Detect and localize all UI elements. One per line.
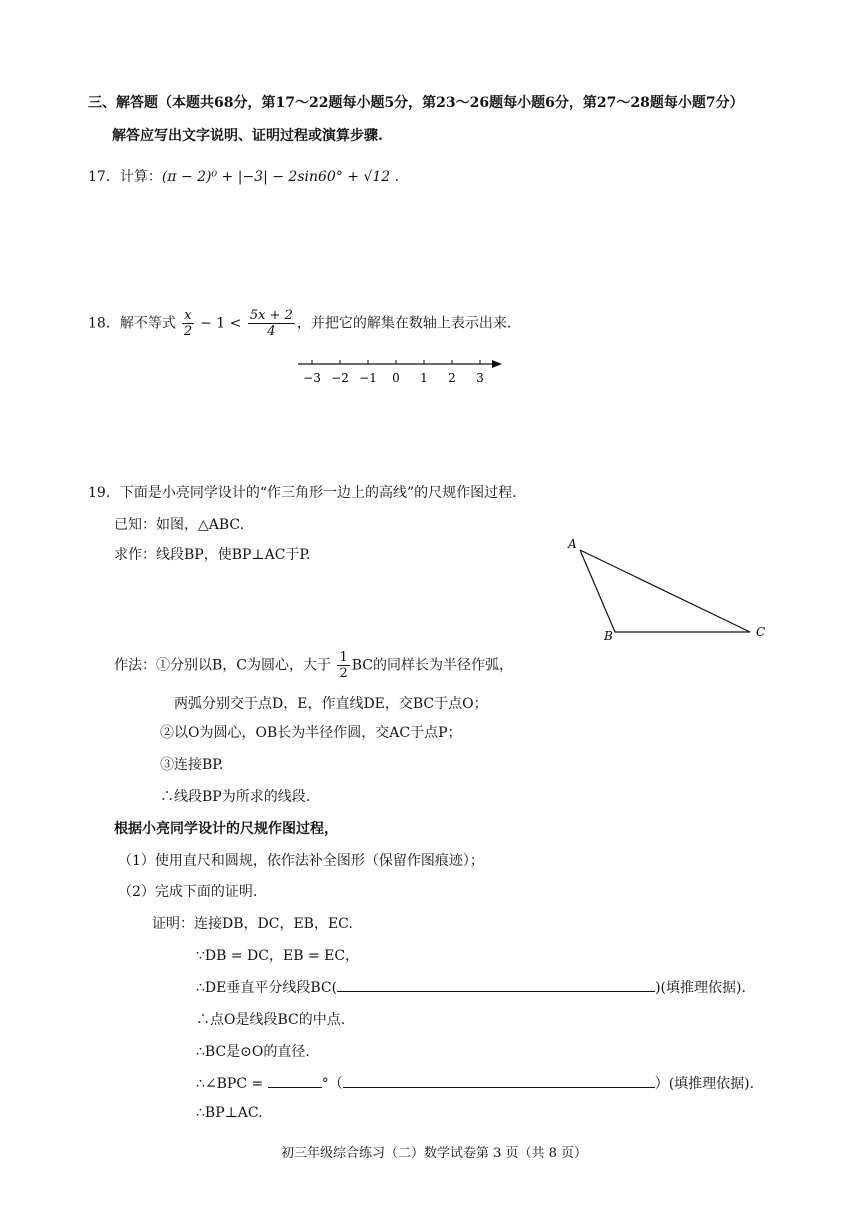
section-title: 三、解答题（本题共68分，第17～22题每小题5分，第23～26题每小题6分，第27～28题每小题7分） (88, 95, 744, 111)
fraction-x-over-2: $\frac{x}{2}$ (183, 308, 193, 339)
tick-label: −1 (359, 371, 377, 385)
proof-line-6: ∴∠BPC = °（ ）(填推理依据). (196, 1073, 754, 1093)
tick-label: 3 (476, 371, 484, 385)
triangle-abc-figure (560, 532, 780, 647)
method-conclusion: ∴线段BP为所求的线段. (160, 789, 311, 805)
proof-line-4: ∴点O是线段BC的中点. (196, 1012, 346, 1028)
proof-line-3: ∴DE垂直平分线段BC( )(填推理依据). (196, 977, 746, 997)
tick-label: 2 (448, 371, 456, 385)
method-step-1-continued: 两弧分别交于点D，E，作直线DE，交BC于点O； (174, 696, 488, 712)
math-expression: (π − 2)⁰ + |−3| − 2sin60° + √12 . (161, 169, 400, 185)
fraction-5x-plus-2-over-4: $\frac{5x + 2}{4}$ (249, 308, 293, 339)
question-number: 17． (88, 169, 120, 185)
fraction-one-half: $\frac{1}{2}$ (339, 650, 348, 681)
method-step-1: 作法：①分别以B，C为圆心，大于 $\frac{1}{2}$ BC的同样长为半径作弧， (114, 650, 513, 681)
question-prefix: 解不等式 (119, 315, 176, 332)
page-footer: 初三年级综合练习（二）数学试卷第 3 页（共 8 页） (280, 1146, 588, 1161)
tick-label: 1 (420, 371, 428, 385)
answer-blank-reason-1[interactable] (337, 977, 655, 992)
triangle-abc (580, 550, 750, 632)
arrow-right-icon (492, 360, 502, 368)
label-a: A (568, 537, 577, 551)
part-2: （2）完成下面的证明. (118, 884, 258, 900)
tick-label: −2 (331, 371, 349, 385)
question-number: 19． (88, 485, 120, 501)
tick-label: 0 (392, 371, 400, 385)
proof-line-1: 证明：连接DB，DC，EB，EC. (152, 916, 353, 932)
method-step-2: ②以O为圆心，OB长为半径作圆，交AC于点P； (160, 725, 462, 741)
proof-line-7: ∴BP⊥AC. (196, 1105, 263, 1121)
tick-label: −3 (303, 371, 321, 385)
label-b: B (604, 629, 613, 643)
question-number: 18． (88, 315, 120, 332)
answer-blank-reason-2[interactable] (343, 1073, 655, 1088)
method-step-3: ③连接BP. (160, 757, 224, 773)
label-c: C (756, 625, 766, 639)
question-suffix: ，并把它的解集在数轴上表示出来. (296, 315, 512, 332)
inequality-middle: − 1 < (200, 315, 242, 332)
proof-line-2: ∵DB = DC，EB = EC， (196, 948, 360, 964)
section-instruction: 解答应写出文字说明、证明过程或演算步骤. (112, 128, 383, 144)
number-line (290, 352, 520, 392)
proof-line-5: ∴BC是⊙O的直径. (196, 1044, 310, 1060)
question-prefix: 计算： (119, 169, 162, 185)
question-17 (88, 166, 399, 186)
answer-blank-angle[interactable] (268, 1073, 322, 1088)
part-1: （1）使用直尺和圆规，依作法补全图形（保留作图痕迹）； (118, 853, 484, 869)
question-19-intro: 19．下面是小亮同学设计的“作三角形一边上的高线”的尺规作图过程. (88, 485, 517, 501)
question-18 (88, 308, 511, 339)
according-text: 根据小亮同学设计的尺规作图过程， (114, 821, 338, 837)
known-text: 已知：如图，△ABC. (114, 517, 245, 533)
find-text: 求作：线段BP，使BP⊥AC于P. (114, 547, 311, 563)
